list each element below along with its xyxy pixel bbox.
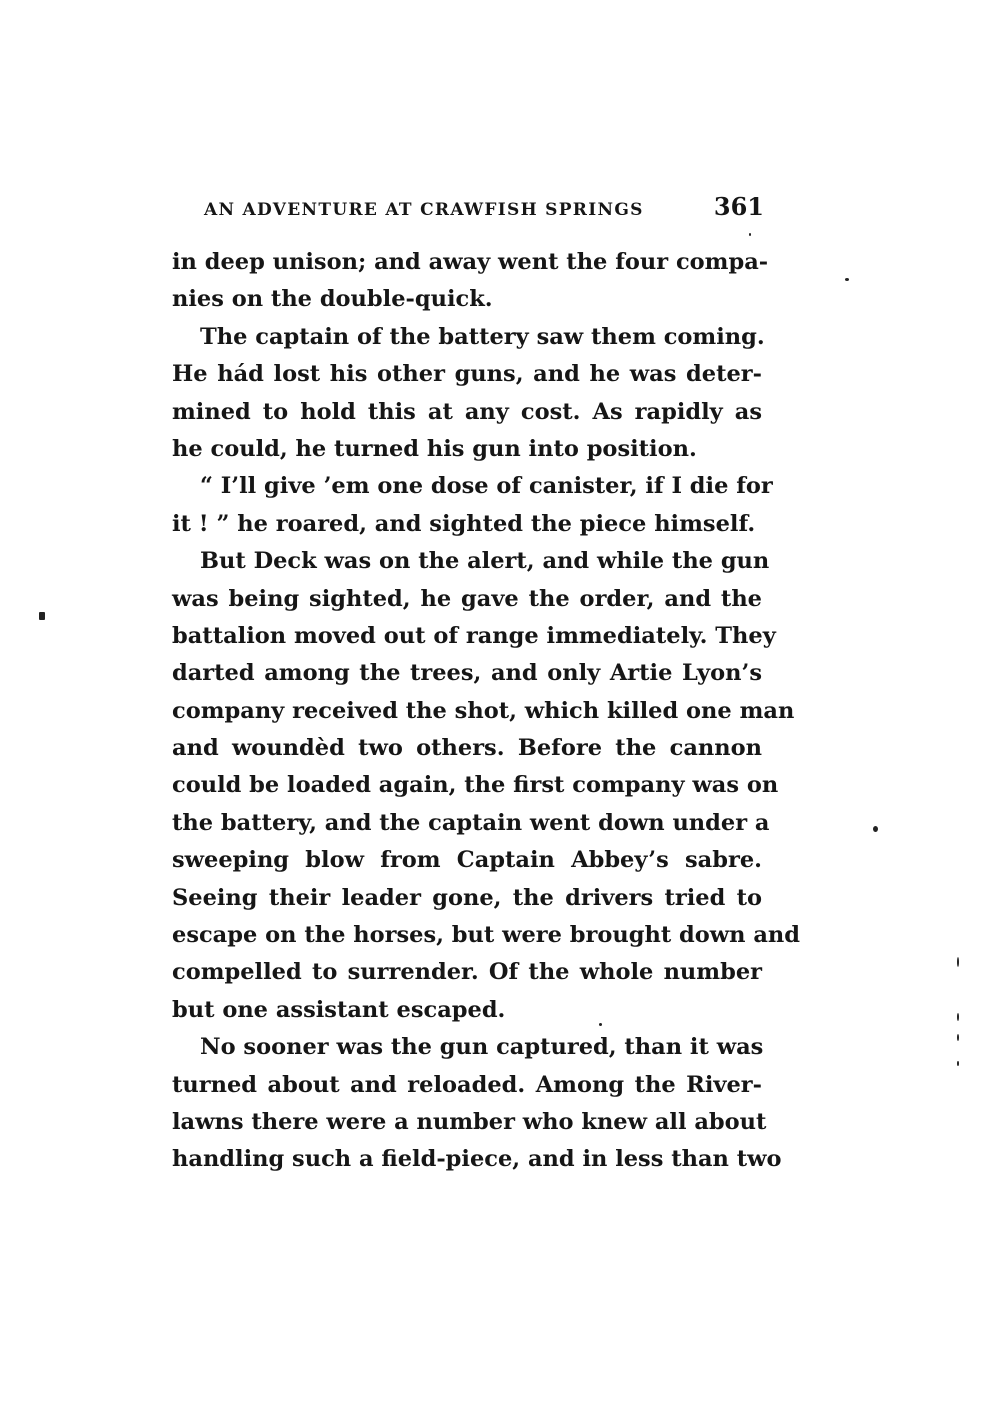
text-line: “ I’ll give ’em one dose of canister, if I die for	[200, 473, 773, 500]
text-line: in deep unison; and away went the four compa-	[172, 249, 769, 275]
text-line: the battery, and the captain went down under a	[172, 809, 770, 836]
scan-speck	[599, 1023, 602, 1026]
text-line: darted among the trees, and only Artie Lyon’s	[172, 660, 762, 687]
text-line: He hád lost his other guns, and he was deter-	[172, 361, 762, 388]
scan-speck	[957, 1034, 959, 1041]
page-number: 361	[713, 192, 764, 221]
scan-speck	[39, 612, 45, 620]
text-line: handling such a field-piece, and in less than two	[172, 1146, 782, 1173]
scan-speck	[957, 1013, 959, 1021]
running-title: AN ADVENTURE AT CRAWFISH SPRINGS	[204, 200, 644, 220]
text-line: nies on the double-quick.	[172, 286, 493, 313]
text-line: but one assistant escaped.	[172, 996, 506, 1023]
text-line: No sooner was the gun captured, than it was	[200, 1034, 764, 1061]
text-line: he could, he turned his gun into position.	[172, 435, 697, 462]
text-line: was being sighted, he gave the order, and the	[172, 585, 762, 612]
scan-speck	[957, 1061, 959, 1066]
text-line: company received the shot, which killed one man	[172, 697, 795, 724]
text-line: battalion moved out of range immediately. They	[172, 622, 776, 649]
scan-speck	[957, 957, 959, 967]
text-line: lawns there were a number who knew all about	[172, 1108, 767, 1135]
text-line: turned about and reloaded. Among the River-	[172, 1071, 762, 1098]
text-line: escape on the horses, but were brought down and	[172, 922, 801, 949]
scan-speck	[873, 826, 878, 832]
text-line: But Deck was on the alert, and while the gun	[200, 548, 770, 575]
text-line: mined to hold this at any cost. As rapidly as	[172, 398, 762, 425]
text-line: it ! ” he roared, and sighted the piece himself.	[172, 510, 756, 537]
text-line: sweeping blow from Captain Abbey’s sabre.	[172, 847, 762, 874]
scan-speck	[845, 278, 849, 281]
text-line: and woundèd two others. Before the cannon	[172, 735, 762, 762]
body-text	[172, 244, 801, 1179]
text-line: compelled to surrender. Of the whole number	[172, 959, 762, 986]
text-line: The captain of the battery saw them coming.	[200, 323, 765, 350]
text-line: Seeing their leader gone, the drivers tried to	[172, 884, 762, 911]
running-head	[204, 192, 764, 224]
text-line: could be loaded again, the first company was on	[172, 772, 779, 799]
scan-speck	[749, 233, 751, 236]
